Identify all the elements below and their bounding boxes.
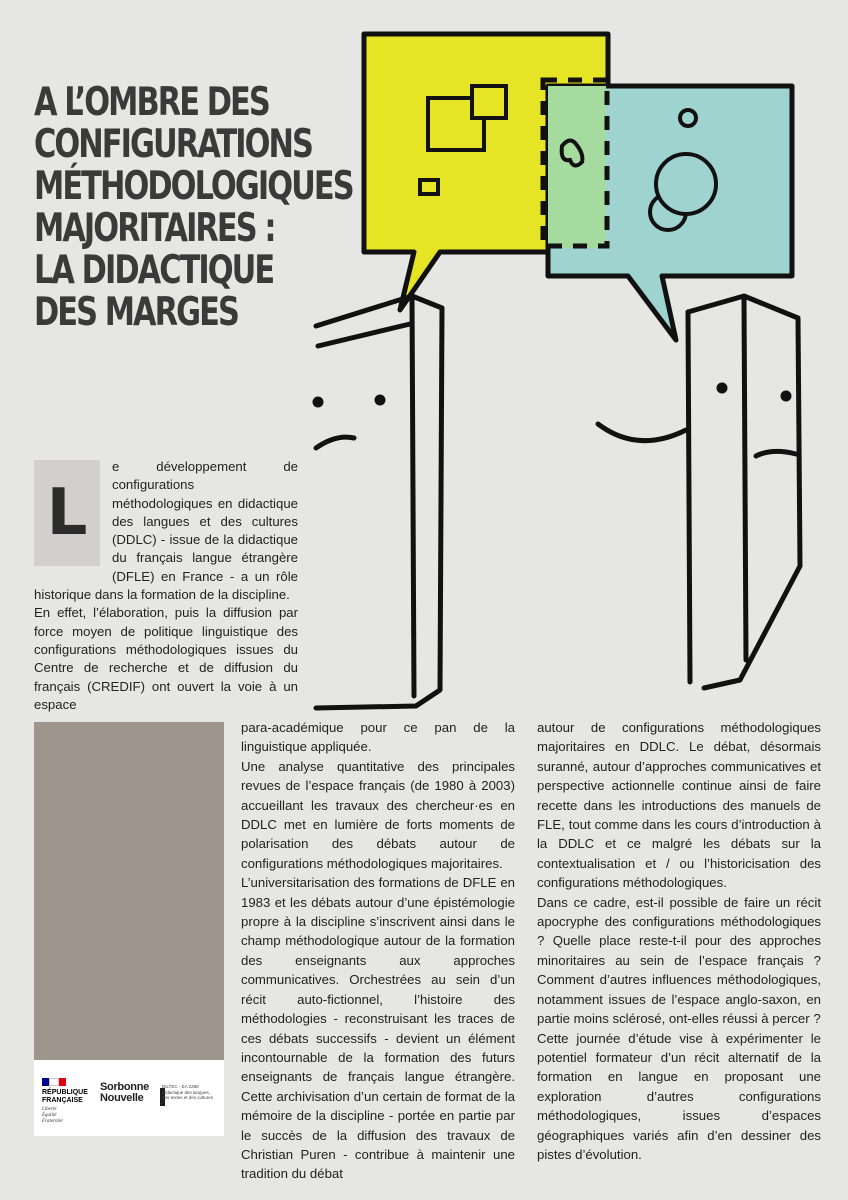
intro-paragraph — [34, 458, 298, 714]
diltec-lab-text: DILTEC - EA 2288 Didactique des langues, des textes et des cultures — [162, 1084, 214, 1100]
sorbonne-nouvelle-text: Sorbonne Nouvelle — [100, 1081, 149, 1104]
drop-cap: L — [34, 460, 100, 566]
republique-motto: Liberté Égalité Fraternité — [42, 1107, 63, 1124]
right-book-character — [598, 296, 800, 688]
intro-first-text: e développement de configurations méthodologiques en didactique des langues et des cultures (DDLC) - issue de la didactique du français langue étrangère (DFLE) en France - a un rôle historique dans la formation de la discipline. — [34, 459, 298, 603]
sorbonne-nouvelle-logo — [100, 1082, 156, 1104]
right-paragraph: Cette journée d’étude vise à expérimenter le potentiel formateur d’un récit alternatif de la formation en langue en proposant une exploration d’autres configurations méthodologiques, issues d’espaces géographiques variés afin d’en dessiner des pistes d’évolution. — [537, 1030, 821, 1162]
right-paragraph: Dans ce cadre, est-il possible de faire un récit apocryphe des configurations méthodologiques ? Quelle place reste-t-il pour des approches minoritaires au sein de l’espace français ? Comment d’autres influences méthodologiques, notamment issues de l’espace anglo-saxon, en partie moins sclérosé, ont-elles réussi à percer ? — [537, 894, 821, 1027]
republique-name: RÉPUBLIQUE FRANÇAISE — [42, 1089, 88, 1104]
republique-francaise-logo — [42, 1078, 98, 1125]
middle-column — [241, 718, 515, 1184]
right-paragraph: autour de configurations méthodologiques majoritaires en DDLC. Le débat, désormais suranné, autour d’approches communicatives et perspective actionnelle continue ainsi de faire recette dans les introductions des manuels de FLE, tout comme dans les cours d’introduction à la DDLC et ce malgré les débats sur la contextualisation et / ou l’historicisation des configurations méthodologiques. — [537, 720, 821, 891]
french-flag-icon — [42, 1078, 66, 1086]
middle-paragraph: Une analyse quantitative des principales revues de l’espace français (de 1980 à 2003) accueillant les travaux des chercheur·es en DDLC met en lumière de forts moments de polarisation des débats autour de configurations méthodologiques majoritaires. — [241, 758, 515, 871]
intro-second-text: En effet, l’élaboration, puis la diffusion par force moyen de politique linguistique des configurations méthodologiques issues du Centre de recherche et de diffusion du français (CREDIF) ont ouvert la voie à un espace — [34, 605, 298, 712]
logo-strip — [34, 1060, 224, 1136]
middle-paragraph: L’universitarisation des formations de DFLE en 1983 et les débats autour d’une épistémologie propre à la discipline s’inscrivent ainsi dans le champ méthodologique autour de la formation des enseignants aux approches communicatives. Orchestrées au sein d’un récit auto-fictionnel, l’histoire des méthodologies - reconstruisant les traces de ces débats successifs - devient un élément incontournable de la formation des futurs enseignants de français langue étrangère. Cette archivisation d’un certain de format de la mémoire de la discipline - portée en partie par le succès de la diffusion des travaux de Christian Puren - contribue à maintenir une tradition du débat — [241, 875, 515, 1182]
middle-paragraph: para-académique pour ce pan de la linguistique appliquée. — [241, 720, 515, 755]
left-book-character — [315, 296, 442, 708]
decorative-gray-block — [34, 722, 224, 1060]
right-column — [537, 718, 821, 1164]
page-title: A L’OMBRE DES CONFIGURATIONS MÉTHODOLOGIQUES MAJORITAIRES : LA DIDACTIQUE DES MARGES — [34, 80, 353, 335]
